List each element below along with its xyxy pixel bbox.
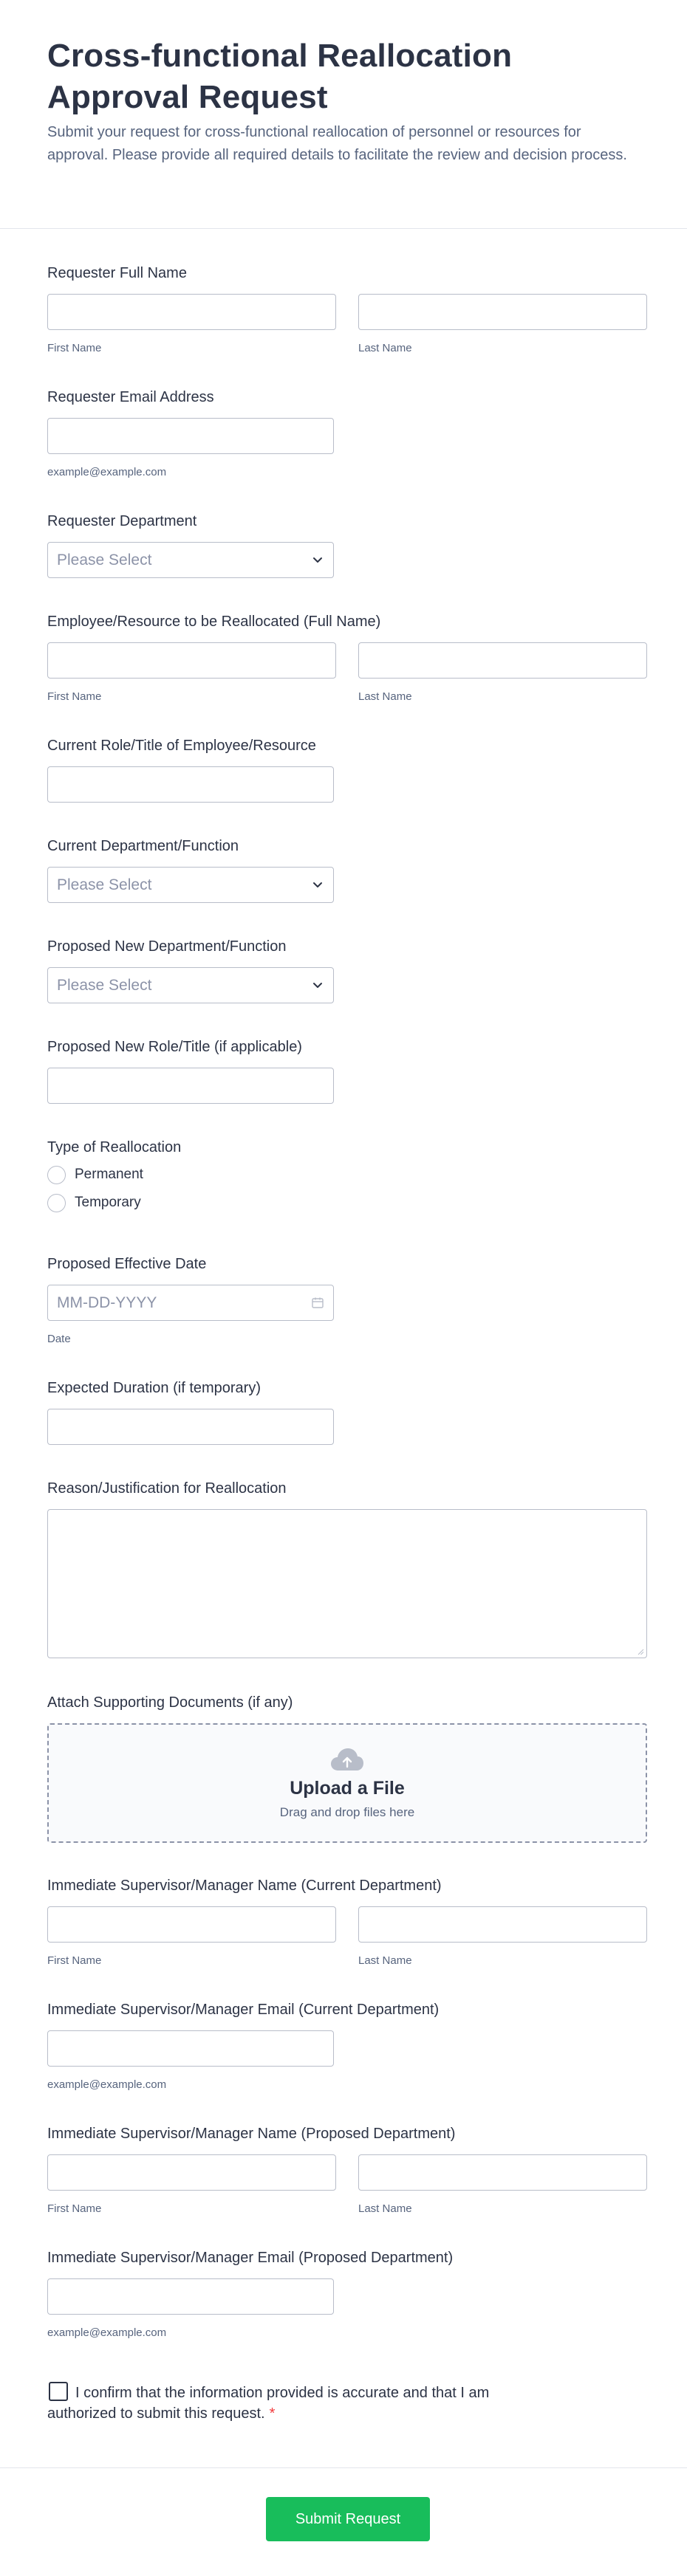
supervisor-proposed-last-name-input[interactable]	[358, 2154, 647, 2191]
field-label: Immediate Supervisor/Manager Name (Current Department)	[47, 1878, 442, 1894]
requester-department-field	[47, 512, 647, 578]
email-sublabel: example@example.com	[47, 2326, 167, 2339]
radio-label: Temporary	[75, 1195, 141, 1210]
field-label: Type of Reallocation	[47, 1139, 182, 1155]
field-label: Current Role/Title of Employee/Resource	[47, 738, 316, 754]
employee-name-field	[47, 613, 647, 703]
expected-duration-input[interactable]	[47, 1409, 334, 1445]
first-name-sublabel: First Name	[47, 690, 102, 703]
upload-hint: Drag and drop files here	[279, 1804, 415, 1819]
chevron-down-icon	[311, 978, 324, 992]
radio-option-temporary[interactable]	[47, 1189, 647, 1217]
requester-department-select[interactable]	[47, 542, 334, 578]
field-label: Reason/Justification for Reallocation	[47, 1480, 287, 1497]
field-label: Employee/Resource to be Reallocated (Full Name)	[47, 614, 381, 630]
confirmation-text: I confirm that the information provided is accurate and that I am authorized to submit this request.	[47, 2385, 490, 2422]
effective-date-field	[47, 1255, 647, 1345]
file-upload-dropzone[interactable]	[47, 1723, 647, 1843]
requester-email-field	[47, 388, 647, 478]
expected-duration-field	[47, 1379, 647, 1445]
requester-last-name-input[interactable]	[358, 294, 647, 330]
resize-grip-icon[interactable]	[637, 1648, 644, 1655]
chevron-down-icon	[311, 553, 324, 566]
field-label: Expected Duration (if temporary)	[47, 1380, 262, 1396]
requester-first-name-input[interactable]	[47, 294, 336, 330]
select-placeholder: Please Select	[57, 551, 152, 569]
first-name-sublabel: First Name	[47, 342, 102, 354]
attachments-field	[47, 1694, 647, 1843]
current-role-input[interactable]	[47, 766, 334, 803]
form-footer	[0, 2467, 687, 2576]
current-department-field	[47, 837, 647, 903]
date-placeholder: MM-DD-YYYY	[57, 1294, 157, 1311]
justification-field	[47, 1480, 647, 1658]
requester-name-field	[47, 264, 647, 354]
field-label: Requester Full Name	[47, 265, 187, 281]
last-name-sublabel: Last Name	[358, 1954, 412, 1967]
proposed-role-input[interactable]	[47, 1068, 334, 1104]
field-label: Attach Supporting Documents (if any)	[47, 1694, 293, 1711]
radio-label: Permanent	[75, 1167, 143, 1182]
supervisor-proposed-name-field	[47, 2125, 647, 2215]
field-label: Proposed New Department/Function	[47, 938, 287, 955]
reallocation-type-field	[47, 1138, 647, 1217]
upload-title: Upload a File	[290, 1777, 405, 1799]
field-label: Immediate Supervisor/Manager Email (Proposed Department)	[47, 2250, 454, 2266]
cloud-upload-icon	[329, 1747, 365, 1772]
form-title: Cross-functional Reallocation Approval Request	[47, 38, 513, 115]
employee-last-name-input[interactable]	[358, 642, 647, 679]
chevron-down-icon	[311, 878, 324, 891]
confirmation-checkbox[interactable]	[49, 2382, 68, 2401]
last-name-sublabel: Last Name	[358, 2202, 412, 2215]
field-label: Immediate Supervisor/Manager Email (Current Department)	[47, 2002, 440, 2018]
supervisor-current-email-field	[47, 2001, 647, 2091]
supervisor-proposed-first-name-input[interactable]	[47, 2154, 336, 2191]
last-name-sublabel: Last Name	[358, 342, 412, 354]
current-department-select[interactable]	[47, 867, 334, 903]
justification-textarea[interactable]	[47, 1509, 647, 1658]
required-marker: *	[269, 2405, 276, 2422]
field-label: Requester Department	[47, 513, 197, 529]
first-name-sublabel: First Name	[47, 2202, 102, 2215]
proposed-department-select[interactable]	[47, 967, 334, 1003]
current-role-field	[47, 737, 647, 803]
last-name-sublabel: Last Name	[358, 690, 412, 703]
employee-first-name-input[interactable]	[47, 642, 336, 679]
select-placeholder: Please Select	[57, 876, 152, 893]
calendar-icon[interactable]	[311, 1296, 324, 1310]
radio-option-permanent[interactable]	[47, 1161, 647, 1189]
supervisor-proposed-email-input[interactable]	[47, 2278, 334, 2315]
field-label: Proposed New Role/Title (if applicable)	[47, 1039, 302, 1055]
supervisor-proposed-email-field	[47, 2249, 647, 2339]
field-label: Requester Email Address	[47, 389, 214, 405]
field-label: Proposed Effective Date	[47, 1256, 207, 1272]
effective-date-input[interactable]	[47, 1285, 334, 1321]
radio-button[interactable]	[47, 1194, 66, 1212]
submit-button[interactable]: Submit Request	[266, 2497, 430, 2541]
supervisor-current-last-name-input[interactable]	[358, 1906, 647, 1943]
supervisor-current-name-field	[47, 1877, 647, 1967]
proposed-department-field	[47, 938, 647, 1003]
supervisor-current-first-name-input[interactable]	[47, 1906, 336, 1943]
proposed-role-field	[47, 1038, 647, 1104]
field-label: Immediate Supervisor/Manager Name (Proposed Department)	[47, 2126, 456, 2142]
email-sublabel: example@example.com	[47, 2078, 167, 2091]
field-label: Current Department/Function	[47, 838, 239, 854]
confirmation-field	[47, 2382, 535, 2424]
form-description: Submit your request for cross-functional reallocation of personnel or resources for approval. Please provide all required details to facilitate the review and decision process.	[47, 124, 627, 163]
date-sublabel: Date	[47, 1333, 71, 1345]
supervisor-current-email-input[interactable]	[47, 2030, 334, 2067]
select-placeholder: Please Select	[57, 976, 152, 994]
email-sublabel: example@example.com	[47, 466, 167, 478]
form-header	[0, 0, 687, 229]
requester-email-input[interactable]	[47, 418, 334, 454]
radio-button[interactable]	[47, 1166, 66, 1184]
first-name-sublabel: First Name	[47, 1954, 102, 1967]
